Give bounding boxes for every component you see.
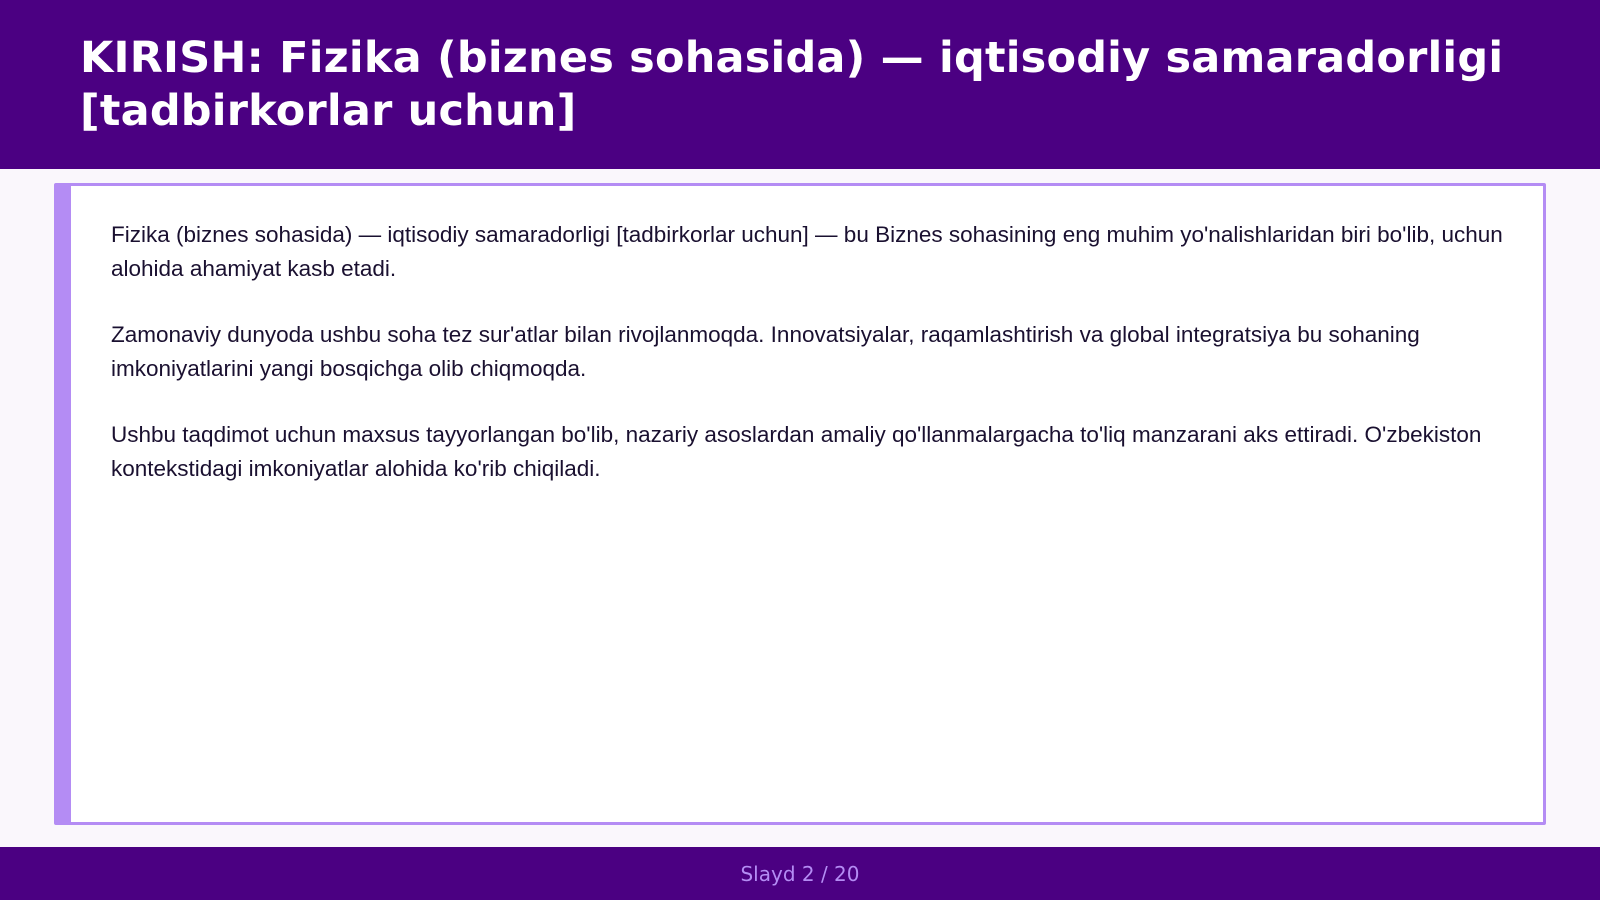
content-card: [54, 183, 1546, 825]
slide-title: KIRISH: Fizika (biznes sohasida) — iqtisodiy samaradorligi [tadbirkorlar uchun]: [80, 33, 1504, 136]
slide-footer: [0, 847, 1600, 900]
paragraph-1: Fizika (biznes sohasida) — iqtisodiy samaradorligi [tadbirkorlar uchun] — bu Biznes sohasining eng muhim yo'nalishlaridan biri bo'lib, uchun alohida ahamiyat kasb etadi.: [111, 222, 1503, 281]
paragraph-2: Zamonaviy dunyoda ushbu soha tez sur'atlar bilan rivojlanmoqda. Innovatsiyalar, raqamlashtirish va global integratsiya bu sohaning imkoniyatlarini yangi bosqichga olib chiqmoqda.: [111, 322, 1420, 381]
paragraph-3: Ushbu taqdimot uchun maxsus tayyorlangan bo'lib, nazariy asoslardan amaliy qo'llanmalargacha to'liq manzarani aks ettiradi. O'zbekiston kontekstidagi imkoniyatlar alohida ko'rib chiqiladi.: [111, 422, 1482, 481]
slide-header: [0, 0, 1600, 169]
slide-counter: Slayd 2 / 20: [740, 861, 860, 886]
